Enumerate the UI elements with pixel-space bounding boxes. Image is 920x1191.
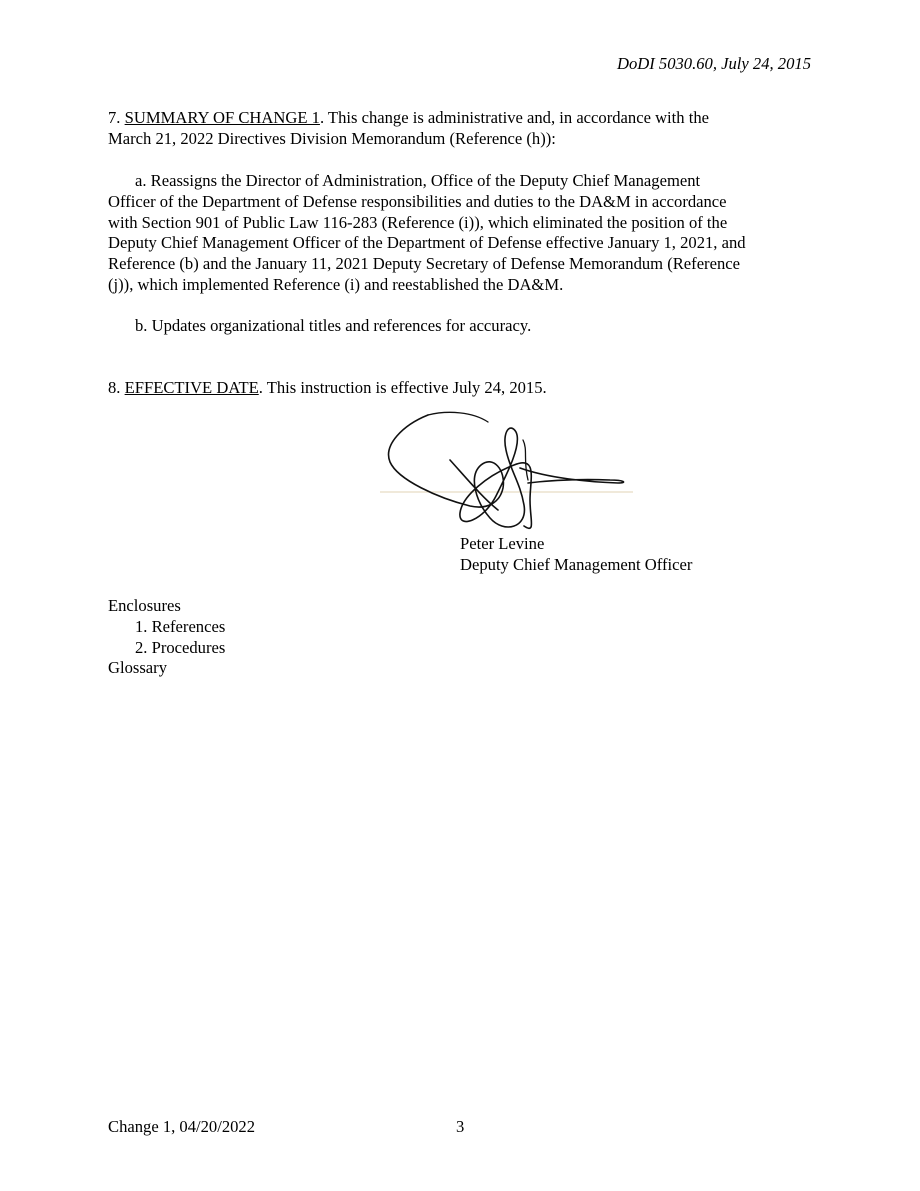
item-b-line-1: b. Updates organizational titles and references for accuracy. [135, 316, 532, 335]
glossary-label: Glossary [108, 658, 167, 678]
signer-title: Deputy Chief Management Officer [460, 554, 693, 574]
item-a-line-4: Deputy Chief Management Officer of the Department of Defense effective January 1, 2021, and [108, 233, 746, 253]
change-footer: Change 1, 04/20/2022 [108, 1117, 256, 1136]
signature-scribble [378, 410, 638, 535]
section-8-effective-date [108, 378, 818, 399]
signer-name: Peter Levine [460, 534, 545, 553]
section-7-item-a [108, 171, 818, 296]
item-a-line-1: a. Reassigns the Director of Administration, Office of the Deputy Chief Management [135, 171, 701, 190]
enclosure-item: 2. Procedures [135, 637, 226, 657]
page-number: 3 [456, 1117, 465, 1136]
enclosure-item: 1. References [135, 616, 226, 636]
section-8-number: 8. [108, 378, 121, 397]
item-a-line-3: with Section 901 of Public Law 116-283 (Reference (i)), which eliminated the position of the [108, 212, 728, 232]
section-8-heading: EFFECTIVE DATE [124, 378, 259, 397]
section-7-line-1 [108, 108, 818, 129]
section-7-number: 7. [108, 108, 121, 127]
enclosures-heading: Enclosures [108, 596, 181, 615]
section-7-heading: SUMMARY OF CHANGE 1 [124, 108, 320, 127]
item-a-line-5: Reference (b) and the January 11, 2021 Deputy Secretary of Defense Memorandum (Reference [108, 254, 740, 274]
section-7-intro-text: . This change is administrative and, in accordance with the [319, 108, 709, 127]
section-7-line-2: March 21, 2022 Directives Division Memorandum (Reference (h)): [108, 128, 556, 148]
section-8-line [108, 378, 818, 399]
section-8-text: . This instruction is effective July 24, 2015. [258, 378, 547, 397]
document-reference-header: DoDI 5030.60, July 24, 2015 [616, 54, 811, 73]
item-a-line-6: (j)), which implemented Reference (i) and reestablished the DA&M. [108, 274, 564, 294]
section-7-item-b [108, 316, 818, 337]
enclosures-list [108, 596, 225, 679]
signature-block [460, 534, 692, 576]
section-7-summary-of-change [108, 108, 818, 150]
item-a-line-2: Officer of the Department of Defense responsibilities and duties to the DA&M in accordance [108, 191, 727, 211]
signature-image [378, 410, 638, 535]
